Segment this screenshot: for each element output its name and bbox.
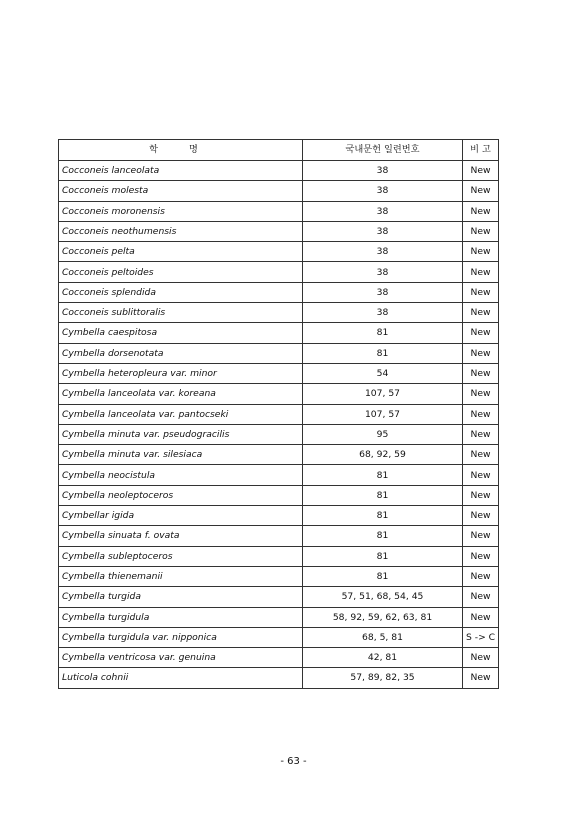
remark-cell: S -> C	[463, 627, 499, 647]
species-name-cell: Cocconeis pelta	[59, 242, 303, 262]
page-number: - 63 -	[280, 756, 307, 767]
remark-cell: New	[463, 465, 499, 485]
species-name-cell: Cocconeis lanceolata	[59, 161, 303, 181]
remark-cell: New	[463, 201, 499, 221]
remark-cell: New	[463, 546, 499, 566]
table-row	[59, 506, 499, 526]
table-row	[59, 546, 499, 566]
species-name-cell: Cymbella turgida	[59, 587, 303, 607]
reference-cell: 38	[303, 201, 463, 221]
reference-cell: 38	[303, 221, 463, 241]
table-row	[59, 485, 499, 505]
table-row	[59, 161, 499, 181]
remark-cell: New	[463, 323, 499, 343]
remark-cell: New	[463, 303, 499, 323]
species-name-cell: Cocconeis sublittoralis	[59, 303, 303, 323]
species-name-cell: Cymbella caespitosa	[59, 323, 303, 343]
table-row	[59, 566, 499, 586]
species-name-cell: Cocconeis neothumensis	[59, 221, 303, 241]
table-body	[59, 161, 499, 689]
remark-cell: New	[463, 566, 499, 586]
reference-cell: 68, 5, 81	[303, 627, 463, 647]
table-row	[59, 607, 499, 627]
reference-cell: 57, 51, 68, 54, 45	[303, 587, 463, 607]
table-row	[59, 404, 499, 424]
species-name-cell: Cymbella ventricosa var. genuina	[59, 648, 303, 668]
table-row	[59, 242, 499, 262]
species-name-cell: Cymbella thienemanii	[59, 566, 303, 586]
remark-cell: New	[463, 282, 499, 302]
reference-cell: 42, 81	[303, 648, 463, 668]
remark-cell: New	[463, 343, 499, 363]
reference-cell: 81	[303, 566, 463, 586]
remark-cell: New	[463, 424, 499, 444]
table-row	[59, 201, 499, 221]
table-row	[59, 465, 499, 485]
species-name-cell: Cymbella turgidula var. nipponica	[59, 627, 303, 647]
table-row	[59, 303, 499, 323]
reference-cell: 58, 92, 59, 62, 63, 81	[303, 607, 463, 627]
remark-cell: New	[463, 242, 499, 262]
reference-cell: 107, 57	[303, 384, 463, 404]
reference-cell: 81	[303, 546, 463, 566]
reference-cell: 38	[303, 161, 463, 181]
table-row	[59, 668, 499, 688]
header-scientific-name: 학 명	[59, 140, 303, 161]
species-name-cell: Cymbellar igida	[59, 506, 303, 526]
remark-cell: New	[463, 445, 499, 465]
reference-cell: 81	[303, 485, 463, 505]
table-row	[59, 627, 499, 647]
species-name-cell: Cymbella minuta var. pseudogracilis	[59, 424, 303, 444]
remark-cell: New	[463, 506, 499, 526]
table-row	[59, 384, 499, 404]
remark-cell: New	[463, 404, 499, 424]
species-table	[58, 139, 499, 689]
table-row	[59, 445, 499, 465]
species-name-cell: Cymbella lanceolata var. pantocseki	[59, 404, 303, 424]
reference-cell: 57, 89, 82, 35	[303, 668, 463, 688]
reference-cell: 95	[303, 424, 463, 444]
reference-cell: 38	[303, 303, 463, 323]
remark-cell: New	[463, 161, 499, 181]
table-row	[59, 282, 499, 302]
species-name-cell: Cymbella neocistula	[59, 465, 303, 485]
reference-cell: 81	[303, 323, 463, 343]
table-row	[59, 648, 499, 668]
species-name-cell: Cymbella lanceolata var. koreana	[59, 384, 303, 404]
species-name-cell: Luticola cohnii	[59, 668, 303, 688]
table-header-row	[59, 140, 499, 161]
species-name-cell: Cymbella dorsenotata	[59, 343, 303, 363]
reference-cell: 54	[303, 363, 463, 383]
reference-cell: 107, 57	[303, 404, 463, 424]
species-name-cell: Cymbella subleptoceros	[59, 546, 303, 566]
remark-cell: New	[463, 526, 499, 546]
table-row	[59, 221, 499, 241]
table-row	[59, 262, 499, 282]
reference-cell: 81	[303, 343, 463, 363]
table-row	[59, 587, 499, 607]
reference-cell: 38	[303, 262, 463, 282]
remark-cell: New	[463, 668, 499, 688]
remark-cell: New	[463, 384, 499, 404]
reference-cell: 81	[303, 465, 463, 485]
table-row	[59, 181, 499, 201]
reference-cell: 38	[303, 242, 463, 262]
table-row	[59, 424, 499, 444]
header-remarks: 비 고	[463, 140, 499, 161]
reference-cell: 38	[303, 181, 463, 201]
table-row	[59, 323, 499, 343]
species-name-cell: Cocconeis peltoides	[59, 262, 303, 282]
species-name-cell: Cymbella turgidula	[59, 607, 303, 627]
reference-cell: 81	[303, 506, 463, 526]
remark-cell: New	[463, 262, 499, 282]
species-name-cell: Cocconeis molesta	[59, 181, 303, 201]
remark-cell: New	[463, 485, 499, 505]
species-name-cell: Cymbella sinuata f. ovata	[59, 526, 303, 546]
table-row	[59, 526, 499, 546]
remark-cell: New	[463, 648, 499, 668]
table-row	[59, 343, 499, 363]
remark-cell: New	[463, 221, 499, 241]
species-name-cell: Cocconeis moronensis	[59, 201, 303, 221]
remark-cell: New	[463, 363, 499, 383]
table-row	[59, 363, 499, 383]
reference-cell: 68, 92, 59	[303, 445, 463, 465]
species-name-cell: Cymbella heteropleura var. minor	[59, 363, 303, 383]
reference-cell: 38	[303, 282, 463, 302]
remark-cell: New	[463, 607, 499, 627]
species-name-cell: Cymbella neoleptoceros	[59, 485, 303, 505]
species-name-cell: Cocconeis splendida	[59, 282, 303, 302]
reference-cell: 81	[303, 526, 463, 546]
header-reference-number: 국내문헌 일련번호	[303, 140, 463, 161]
remark-cell: New	[463, 587, 499, 607]
remark-cell: New	[463, 181, 499, 201]
species-name-cell: Cymbella minuta var. silesiaca	[59, 445, 303, 465]
